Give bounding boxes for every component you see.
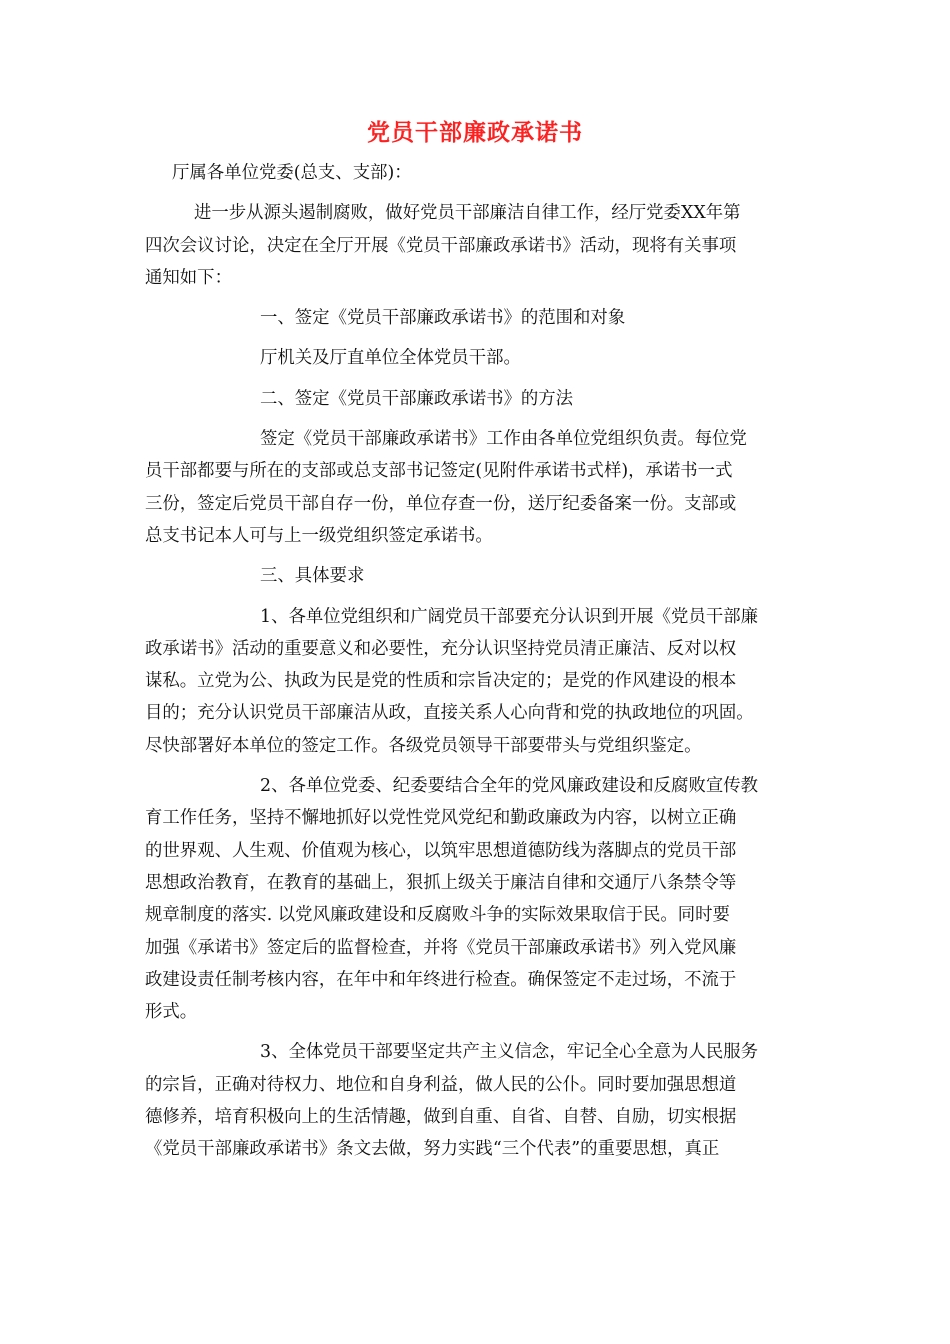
requirement-3-line: 的宗旨，正确对待权力、地位和自身利益，做人民的公仆。同时要加强思想道 [145, 1074, 737, 1095]
requirement-2-line: 的世界观、人生观、价值观为核心，以筑牢思想道德防线为落脚点的党员干部 [145, 840, 737, 861]
intro-line: 通知如下： [145, 267, 232, 288]
requirement-1-line: 目的；充分认识党员干部廉洁从政，直接关系人心向背和党的执政地位的巩固。 [145, 703, 754, 724]
requirement-2-line: 2、各单位党委、纪委要结合全年的党风廉政建设和反腐败宣传教 [260, 776, 759, 797]
requirement-1-line: 谋私。立党为公、执政为民是党的性质和宗旨决定的；是党的作风建设的根本 [145, 671, 737, 692]
section-body-2-line: 总支书记本人可与上一级党组织签定承诺书。 [145, 525, 493, 546]
section-heading-2: 二、签定《党员干部廉政承诺书》的方法 [260, 388, 574, 409]
requirement-2-line: 规章制度的落实. 以党风廉政建设和反腐败斗争的实际效果取信于民。同时要 [145, 905, 730, 926]
requirement-2-line: 形式。 [145, 1002, 198, 1023]
requirement-2-line: 加强《承诺书》签定后的监督检查，并将《党员干部廉政承诺书》列入党风廉 [145, 937, 737, 958]
document-title: 党员干部廉政承诺书 [367, 120, 583, 146]
intro-line: 进一步从源头遏制腐败，做好党员干部廉洁自律工作，经厅党委XX年第 [194, 203, 741, 224]
document-body [145, 157, 805, 1166]
intro-line: 四次会议讨论，决定在全厅开展《党员干部廉政承诺书》活动，现将有关事项 [145, 235, 737, 256]
section-heading-3: 三、具体要求 [260, 566, 365, 587]
requirement-2-line: 政建设责任制考核内容，在年中和年终进行检查。确保签定不走过场，不流于 [145, 969, 737, 990]
section-body-2-line: 员干部都要与所在的支部或总支部书记签定(见附件承诺书式样)，承诺书一式 [145, 461, 733, 482]
section-body-2-line: 三份，签定后党员干部自存一份，单位存查一份，送厅纪委备案一份。支部或 [145, 493, 737, 514]
section-body-1: 厅机关及厅直单位全体党员干部。 [260, 348, 521, 369]
requirement-1-line: 1、各单位党组织和广阔党员干部要充分认识到开展《党员干部廉 [260, 606, 759, 627]
requirement-3-line: 3、全体党员干部要坚定共产主义信念，牢记全心全意为人民服务 [260, 1042, 759, 1063]
requirement-3-line: 德修养，培育积极向上的生活情趣，做到自重、自省、自替、自励，切实根据 [145, 1107, 737, 1128]
requirement-3-line: 《党员干部廉政承诺书》条文去做，努力实践“三个代表”的重要思想，真正 [145, 1139, 720, 1160]
salutation: 厅属各单位党委(总支、支部)： [172, 163, 412, 183]
requirement-2-line: 思想政治教育，在教育的基础上，狠抓上级关于廉洁自律和交通厅八条禁令等 [145, 872, 737, 893]
requirement-2-line: 育工作任务，坚持不懈地抓好以党性党风党纪和勤政廉政为内容，以树立正确 [145, 808, 737, 829]
requirement-1-line: 政承诺书》活动的重要意义和必要性，充分认识坚持党员清正廉洁、反对以权 [145, 638, 737, 659]
section-body-2-line: 签定《党员干部廉政承诺书》工作由各单位党组织负责。每位党 [260, 429, 747, 450]
section-heading-1: 一、签定《党员干部廉政承诺书》的范围和对象 [260, 308, 626, 329]
requirement-1-line: 尽快部署好本单位的签定工作。各级党员领导干部要带头与党组织鉴定。 [145, 735, 702, 756]
